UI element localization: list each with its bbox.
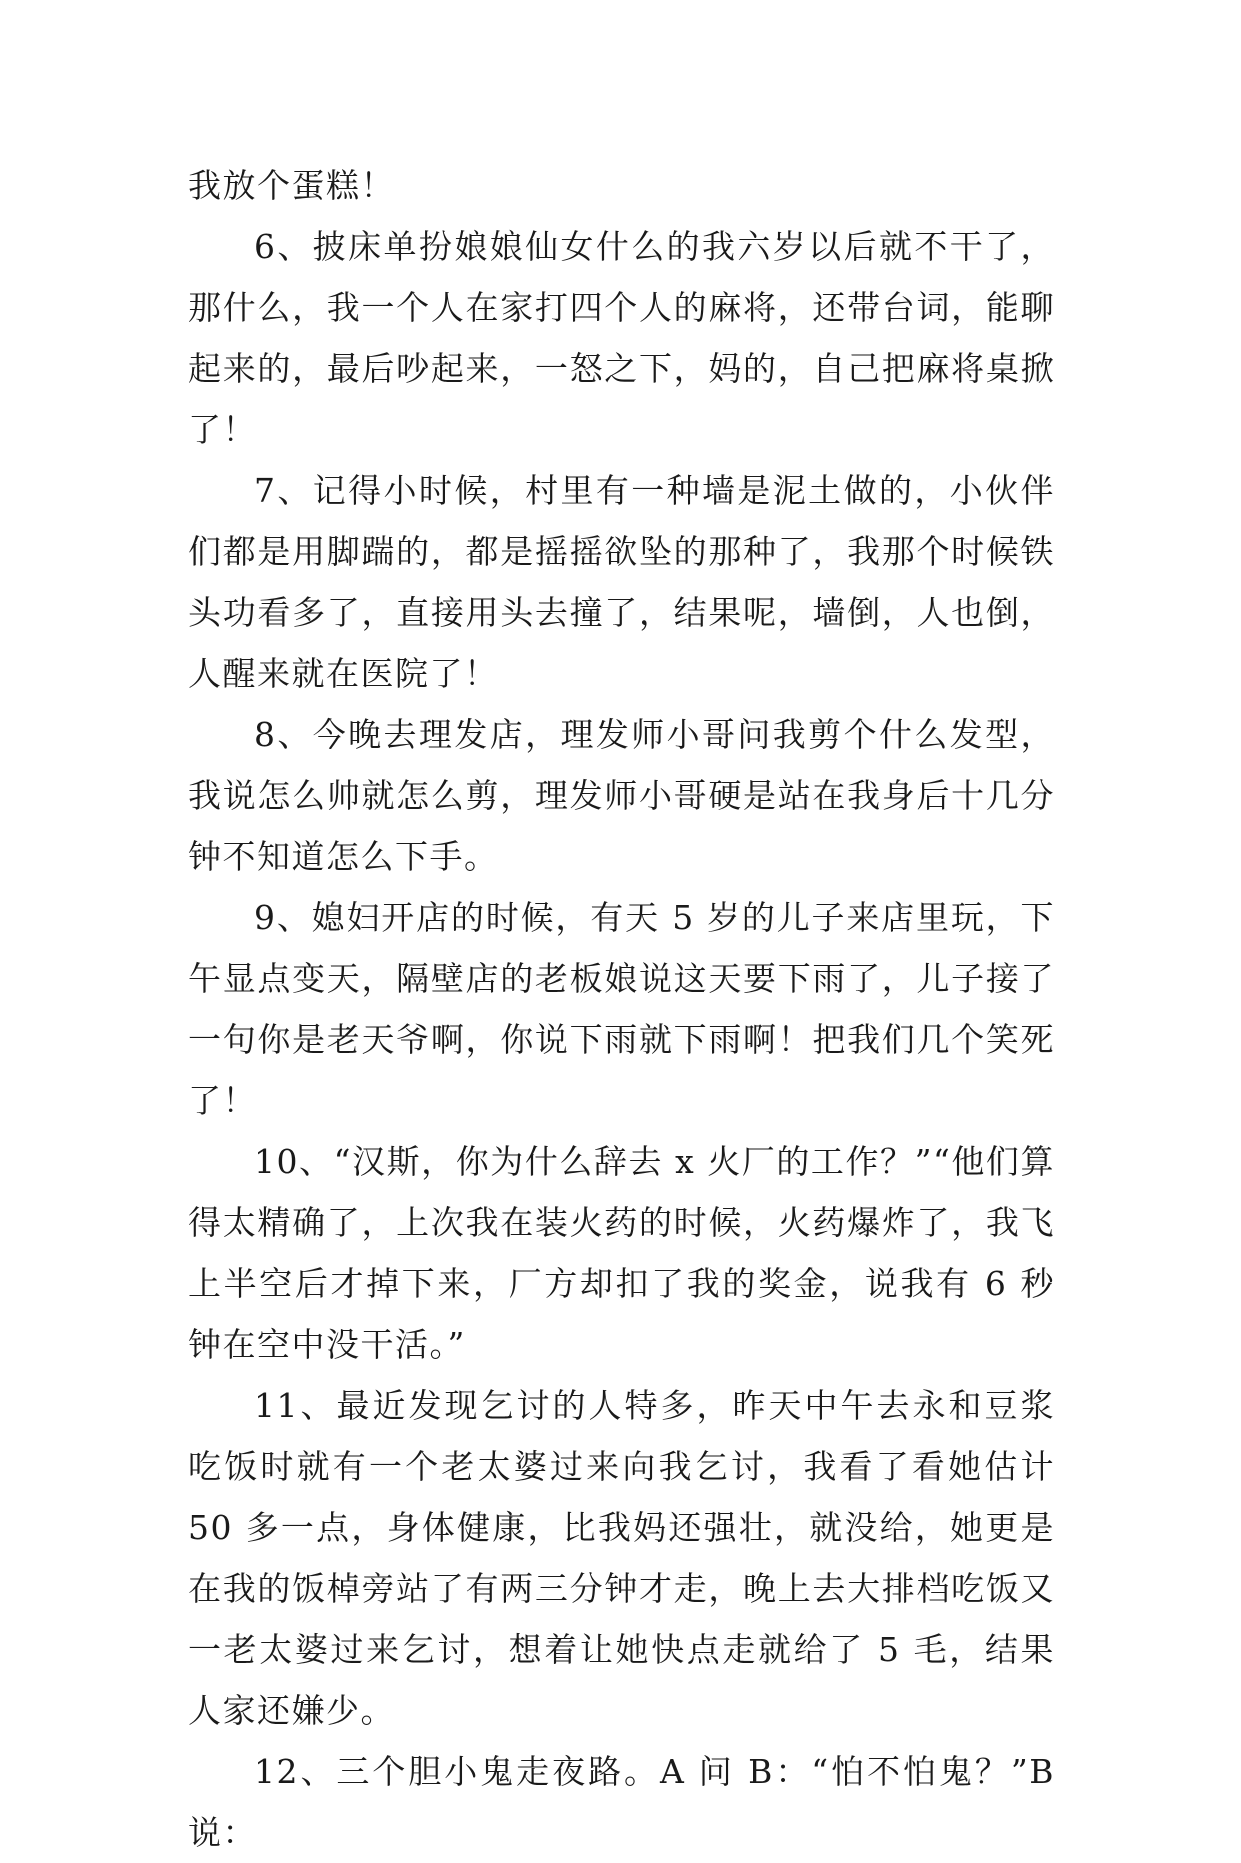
paragraph-item-10: 10、“汉斯，你为什么辞去 x 火厂的工作？”“他们算得太精确了，上次我在装火药的时候，火药爆炸了，我飞上半空后才掉下来，厂方却扣了我的奖金，说我有 6 秒钟在空中没干活。” [188, 1142, 1055, 1364]
paragraph-item-7: 7、记得小时候，村里有一种墙是泥土做的，小伙伴们都是用脚踹的，都是摇摇欲坠的那种了，我那个时候铁头功看多了，直接用头去撞了，结果呢，墙倒，人也倒，人醒来就在医院了！ [188, 471, 1055, 693]
paragraph-item-12: 12、三个胆小鬼走夜路。A 问 B：“怕不怕鬼？”B 说： [188, 1752, 1055, 1852]
paragraph-item-9: 9、媳妇开店的时候，有天 5 岁的儿子来店里玩，下午显点变天，隔壁店的老板娘说这天要下雨了，儿子接了一句你是老天爷啊，你说下雨就下雨啊！把我们几个笑死了！ [188, 898, 1055, 1120]
paragraph-item-8: 8、今晚去理发店，理发师小哥问我剪个什么发型，我说怎么帅就怎么剪，理发师小哥硬是站在我身后十几分钟不知道怎么下手。 [188, 715, 1055, 876]
paragraph-continuation: 我放个蛋糕！ [188, 166, 395, 205]
paragraph-item-11: 11、最近发现乞讨的人特多，昨天中午去永和豆浆吃饭时就有一个老太婆过来向我乞讨，我看了看她估计 50 多一点，身体健康，比我妈还强壮，就没给，她更是在我的饭棹旁站了有两三分钟才走，晚上去大排档吃饭又一老太婆过来乞讨，想着让她快点走就给了 5 毛，结果人家还嫌少。 [188, 1386, 1055, 1730]
document-body [188, 155, 1055, 1863]
paragraph-item-6: 6、披床单扮娘娘仙女什么的我六岁以后就不干了，那什么，我一个人在家打四个人的麻将，还带台词，能聊起来的，最后吵起来，一怒之下，妈的，自己把麻将桌掀了！ [188, 227, 1055, 449]
